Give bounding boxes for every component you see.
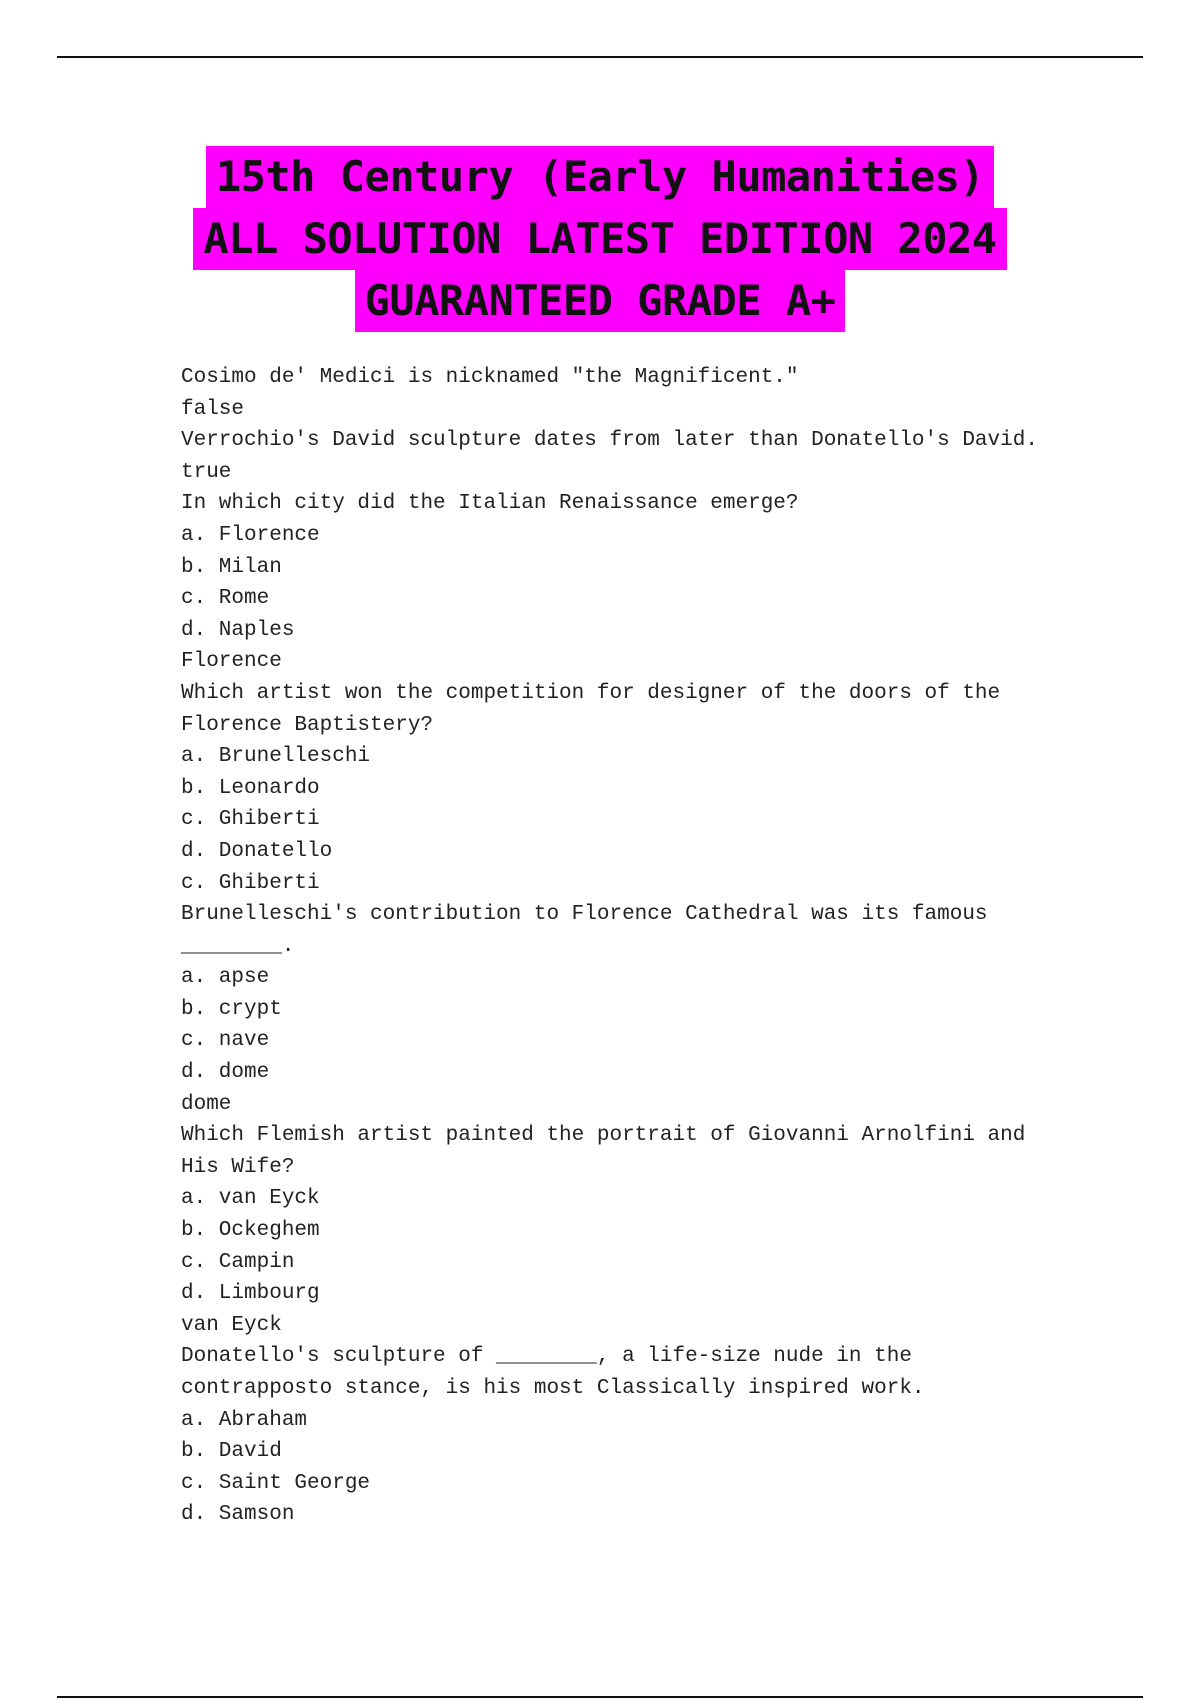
document-body	[181, 362, 1041, 1531]
title-line-3: GUARANTEED GRADE A+	[355, 270, 846, 332]
answer-text: Florence	[181, 650, 282, 674]
question-text: Brunelleschi's contribution to Florence Cathedral was its famous	[181, 903, 988, 927]
option-text: a. Florence	[181, 523, 320, 547]
question-text: His Wife?	[181, 1155, 295, 1179]
question-text: Which Flemish artist painted the portrait of Giovanni Arnolfini and	[181, 1124, 1026, 1148]
question-text: ________.	[181, 934, 295, 958]
question-text: Which artist won the competition for designer of the doors of the	[181, 681, 1001, 705]
question-text: Florence Baptistery?	[181, 713, 434, 737]
top-rule	[57, 56, 1143, 58]
option-text: c. Rome	[181, 587, 270, 611]
option-text: b. Ockeghem	[181, 1219, 320, 1243]
question-text: In which city did the Italian Renaissance emerge?	[181, 492, 799, 516]
option-text: d. Naples	[181, 618, 295, 642]
question-text: Donatello's sculpture of ________, a life-size nude in the	[181, 1345, 912, 1369]
question-text: Verrochio's David sculpture dates from later than Donatello's David.	[181, 429, 1038, 453]
option-text: b. Milan	[181, 555, 282, 579]
option-text: b. Leonardo	[181, 776, 320, 800]
title-line-2: ALL SOLUTION LATEST EDITION 2024	[193, 208, 1006, 270]
option-text: c. Ghiberti	[181, 808, 320, 832]
option-text: b. David	[181, 1440, 282, 1464]
document-title	[0, 146, 1200, 332]
option-text: d. Samson	[181, 1503, 295, 1527]
option-text: b. crypt	[181, 997, 282, 1021]
answer-text: false	[181, 397, 245, 421]
option-text: a. Brunelleschi	[181, 745, 371, 769]
bottom-rule	[57, 1696, 1143, 1698]
answer-text: true	[181, 460, 232, 484]
answer-text: van Eyck	[181, 1313, 282, 1337]
option-text: c. nave	[181, 1029, 270, 1053]
option-text: a. Abraham	[181, 1408, 308, 1432]
option-text: d. Donatello	[181, 839, 333, 863]
option-text: c. Campin	[181, 1250, 295, 1274]
answer-text: c. Ghiberti	[181, 871, 320, 895]
title-line-1: 15th Century (Early Humanities)	[206, 146, 994, 208]
option-text: d. Limbourg	[181, 1282, 320, 1306]
option-text: d. dome	[181, 1061, 270, 1085]
option-text: a. van Eyck	[181, 1187, 320, 1211]
question-text: Cosimo de' Medici is nicknamed "the Magnificent."	[181, 366, 799, 389]
answer-text: dome	[181, 1092, 232, 1116]
question-text: contrapposto stance, is his most Classically inspired work.	[181, 1377, 925, 1400]
option-text: a. apse	[181, 966, 270, 990]
option-text: c. Saint George	[181, 1471, 371, 1495]
